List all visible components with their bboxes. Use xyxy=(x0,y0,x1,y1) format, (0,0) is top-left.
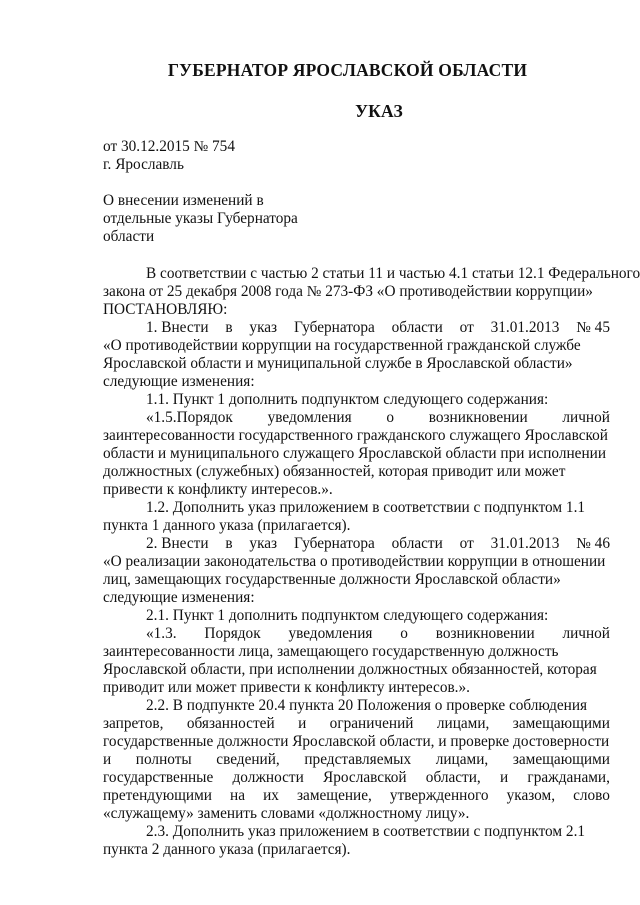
quote-1-5-line-3: области и муниципального служащего Ярославской области при исполнении xyxy=(103,445,607,462)
item-2-2-line-2: запретов, обязанностей и ограничений лицами, замещающими xyxy=(103,715,610,732)
decree-heading: УКАЗ xyxy=(355,101,403,121)
item-2-line-2: «О реализации законодательства о противодействии коррупции в отношении xyxy=(103,553,606,570)
quote-1-5-line-1: «1.5.Порядок уведомления о возникновении личной xyxy=(146,409,610,426)
preamble-line-2: закона от 25 декабря 2008 года № 273-ФЗ «О противодействии коррупции» xyxy=(103,283,593,300)
subject-line-3: области xyxy=(103,228,155,245)
quote-1-3-line-2: заинтересованности лица, замещающего государственную должность xyxy=(103,643,559,660)
subject-line-1: О внесении изменений в xyxy=(103,192,264,209)
item-1-2-line-2: пункта 1 данного указа (прилагается). xyxy=(103,517,351,534)
item-1-line-2: «О противодействии коррупции на государственной гражданской службе xyxy=(103,337,581,354)
quote-1-3-line-1: «1.3. Порядок уведомления о возникновении личной xyxy=(146,625,610,642)
item-1-1-line-1: 1.1. Пункт 1 дополнить подпунктом следующего содержания: xyxy=(146,391,549,408)
item-1-line-1: 1. Внести в указ Губернатора области от 31.01.2013 № 45 xyxy=(146,319,610,336)
item-2-2-line-6: претендующими на их замещение, утвержденного указом, слово xyxy=(103,787,610,804)
decree-date-number: от 30.12.2015 № 754 xyxy=(103,138,235,155)
item-2-line-3: лиц, замещающих государственные должности Ярославской области» xyxy=(103,571,561,588)
item-2-line-4: следующие изменения: xyxy=(103,589,255,606)
item-2-line-1: 2. Внести в указ Губернатора области от 31.01.2013 № 46 xyxy=(146,535,610,552)
governor-title: ГУБЕРНАТОР ЯРОСЛАВСКОЙ ОБЛАСТИ xyxy=(167,60,528,80)
quote-1-5-line-4: должностных (служебных) обязанностей, которая приводит или может xyxy=(103,463,566,480)
preamble-line-1: В соответствии с частью 2 статьи 11 и частью 4.1 статьи 12.1 Федерального xyxy=(146,265,640,282)
decree-verb: ПОСТАНОВЛЯЮ: xyxy=(103,301,228,318)
item-1-2-line-1: 1.2. Дополнить указ приложением в соответствии с подпунктом 1.1 xyxy=(146,499,586,516)
item-2-3-line-2: пункта 2 данного указа (прилагается). xyxy=(103,841,351,858)
item-2-2-line-3: государственные должности Ярославской области, и проверке достоверности xyxy=(103,733,610,750)
decree-city: г. Ярославль xyxy=(103,156,184,173)
item-2-2-line-7: «служащему» заменить словами «должностному лицу». xyxy=(103,805,470,822)
item-2-3-line-1: 2.3. Дополнить указ приложением в соответствии с подпунктом 2.1 xyxy=(146,823,586,840)
item-2-2-line-5: государственные должности Ярославской области, и гражданами, xyxy=(103,769,610,786)
item-2-1-line-1: 2.1. Пункт 1 дополнить подпунктом следующего содержания: xyxy=(146,607,549,624)
quote-1-5-line-2: заинтересованности государственного гражданского служащего Ярославской xyxy=(103,427,608,444)
quote-1-3-line-4: приводит или может привести к конфликту интересов.». xyxy=(103,679,470,696)
item-1-line-4: следующие изменения: xyxy=(103,373,255,390)
quote-1-3-line-3: Ярославской области, при исполнении должностных обязанностей, которая xyxy=(103,661,597,678)
subject-line-2: отдельные указы Губернатора xyxy=(103,210,298,227)
quote-1-5-line-5: привести к конфликту интересов.». xyxy=(103,481,333,498)
item-2-2-line-4: и полноты сведений, представляемых лицами, замещающими xyxy=(103,751,610,768)
item-1-line-3: Ярославской области и муниципальной службе в Ярославской области» xyxy=(103,355,573,372)
item-2-2-line-1: 2.2. В подпункте 20.4 пункта 20 Положения о проверке соблюдения xyxy=(146,697,588,714)
